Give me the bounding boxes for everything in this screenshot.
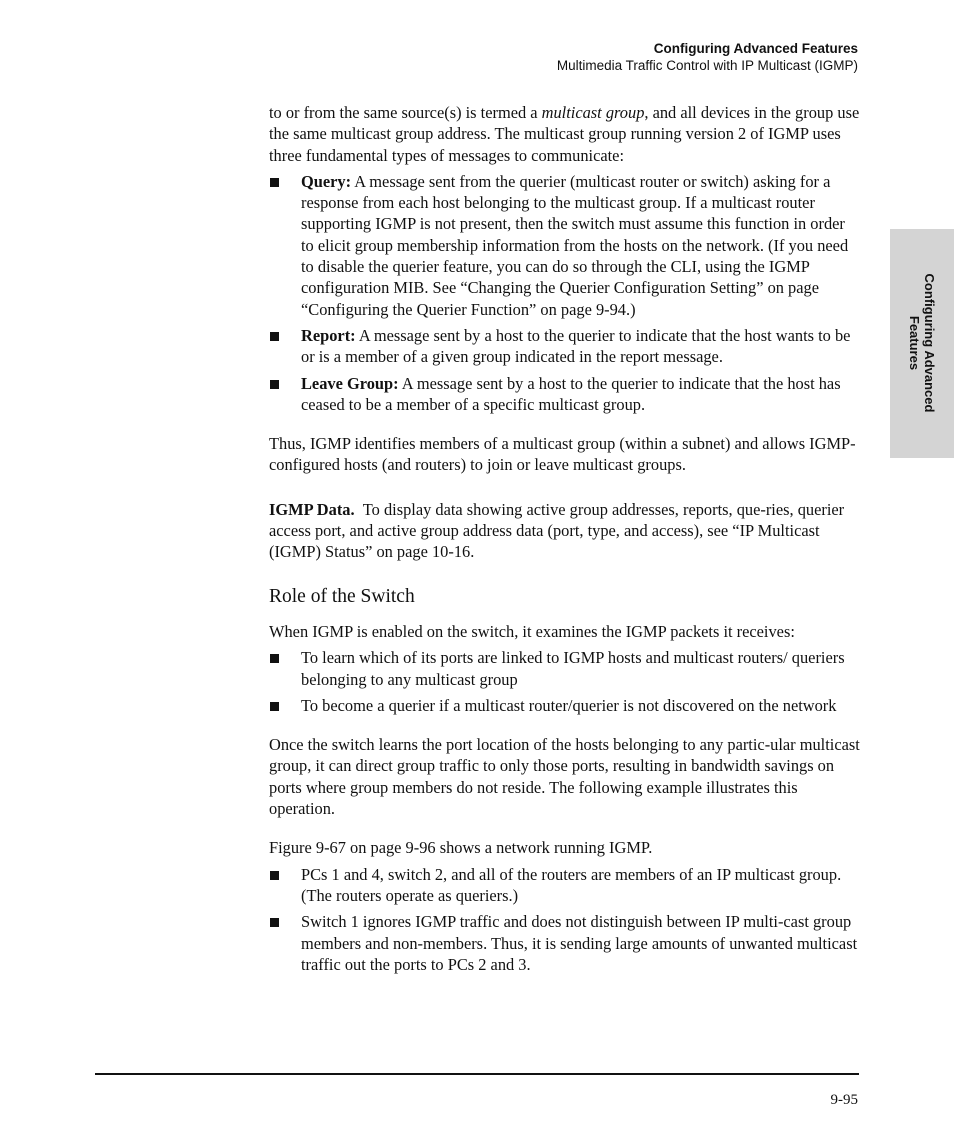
chapter-thumb-tab [890,229,954,458]
bullet-square-icon [270,702,279,711]
section-heading: Role of the Switch [269,585,415,607]
item-text: A message sent by a host to the querier to indicate that the host wants to be or is a member of a given group indicated in the report message. [301,325,851,367]
role-intro-paragraph: When IGMP is enabled on the switch, it examines the IGMP packets it receives: [269,621,795,641]
item-text: Switch 1 ignores IGMP traffic and does not distinguish between IP multi-cast group members and non-members. Thus, it is sending large amounts of unwanted multicast traffic out the ports to PCs 2 and 3. [301,912,858,974]
item-term: Leave Group: [301,373,399,393]
bullet-square-icon [270,380,279,389]
list-item [269,864,861,907]
message-types-list [269,171,861,415]
item-text: To become a querier if a multicast router/querier is not discovered on the network [301,695,837,715]
once-paragraph: Once the switch learns the port location of the hosts belonging to any partic-ular multicast group, it can direct group traffic to only those ports, resulting in bandwidth savings on ports where group members do not reside. The following example illustrates this operation. [269,735,860,819]
role-list [269,647,861,716]
list-item [269,373,861,416]
intro-term: multicast group [541,103,645,122]
chapter-thumb-label-line1: Configuring Advanced [922,273,937,413]
running-header-title: Configuring Advanced Features [653,41,858,56]
igmp-data-paragraph [269,499,861,563]
bullet-square-icon [270,178,279,187]
chapter-thumb-label-line2: Features [907,315,922,371]
item-term: Query: [301,171,352,191]
bullet-square-icon [270,871,279,880]
chapter-thumb-label [907,274,937,413]
item-text: To learn which of its ports are linked to IGMP hosts and multicast routers/ queriers belonging to any multicast group [301,648,845,689]
running-header-subtitle: Multimedia Traffic Control with IP Multicast (IGMP) [556,58,858,73]
item-term: Report: [301,325,356,345]
page-body [269,102,861,980]
list-item [269,647,861,690]
figure-list [269,864,861,975]
igmp-data-label: IGMP Data. [269,499,355,519]
list-item [269,695,861,716]
intro-paragraph [269,102,861,166]
list-item [269,325,861,368]
item-text: PCs 1 and 4, switch 2, and all of the routers are members of an IP multicast group. (The routers operate as queriers.) [301,864,842,905]
intro-text-before: to or from the same source(s) is termed a [269,103,542,122]
figure-paragraph: Figure 9-67 on page 9-96 shows a network running IGMP. [269,838,653,858]
bullet-square-icon [270,918,279,927]
list-item [269,171,861,320]
bullet-square-icon [270,332,279,341]
intro-text-after: , and all devices in the group use the same multicast group address. The multicast group running version 2 of IGMP uses three fundamental types of messages to communicate: [269,103,860,165]
item-text: A message sent from the querier (multicast router or switch) asking for a response from each host belonging to the multicast group. If a multicast router supporting IGMP is not present, then the switch must assume this function in order to elicit group membership information from the hosts on the network. (If you need to disable the querier feature, you can do so through the CLI, using the IGMP configuration MIB. See “Changing the Querier Configuration Setting” on page “Configuring the Querier Function” on page 9-94.) [301,171,849,319]
list-item [269,911,861,975]
thus-paragraph: Thus, IGMP identifies members of a multicast group (within a subnet) and allows IGMP-configured hosts (and routers) to join or leave multicast groups. [269,434,856,475]
bullet-square-icon [270,654,279,663]
igmp-data-text: To display data showing active group addresses, reports, que-ries, querier access port, and active group address data (port, type, and access), see “IP Multicast (IGMP) Status” on page 10-16. [269,499,845,562]
page-number: 9-95 [830,1092,858,1108]
item-text: A message sent by a host to the querier to indicate that the host has ceased to be a member of a specific multicast group. [301,373,841,414]
footer-rule [95,1073,859,1075]
